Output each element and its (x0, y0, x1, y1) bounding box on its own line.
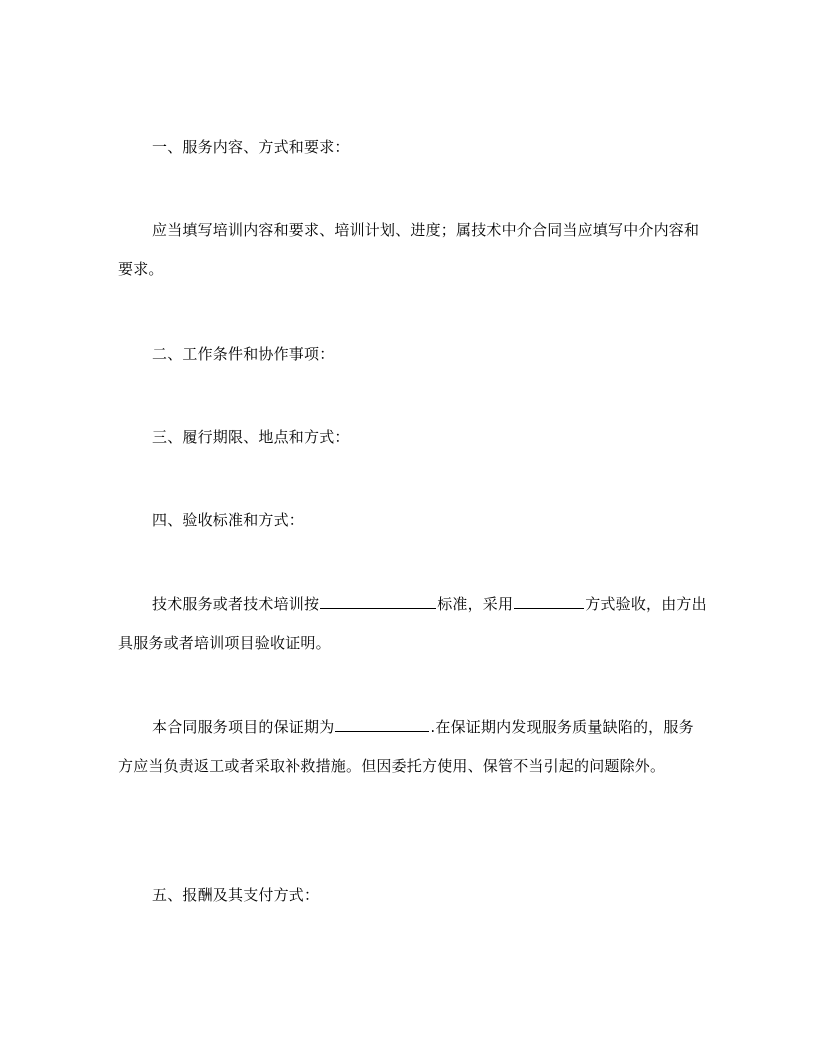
section-2-heading (118, 335, 708, 374)
acceptance-text-part3: 方式验收，由方出具服务或者培训项目验收证明。 (118, 595, 707, 652)
acceptance-text-part1: 技术服务或者技术培训按 (152, 595, 320, 613)
warranty-period-blank-field (335, 716, 429, 732)
section-2-heading-text: 二、工作条件和协作事项： (152, 345, 335, 363)
section-5-heading (118, 876, 708, 915)
section-1-heading (118, 128, 708, 167)
section-5-heading-text: 五、报酬及其支付方式： (152, 886, 320, 904)
section-1-heading-text: 一、服务内容、方式和要求： (152, 138, 350, 156)
warranty-text-part2: .在保证期内发现服务质量缺陷的，服务方应当负责返工或者采取补救措施。但因委托方使用、保管不当引起的问题除外。 (118, 718, 694, 775)
warranty-text-part1: 本合同服务项目的保证期为 (152, 718, 335, 736)
section-4-warranty-paragraph (118, 708, 708, 786)
section-3-heading (118, 418, 708, 457)
section-1-body (118, 211, 708, 289)
standard-blank-field (320, 593, 436, 609)
section-4-heading-text: 四、验收标准和方式： (152, 511, 305, 529)
section-3-heading-text: 三、履行期限、地点和方式： (152, 428, 350, 446)
section-4-acceptance-paragraph (118, 585, 708, 663)
section-1-body-text: 应当填写培训内容和要求、培训计划、进度；属技术中介合同当应填写中介内容和要求。 (118, 221, 700, 278)
section-4-heading (118, 501, 708, 540)
method-blank-field (514, 593, 584, 609)
acceptance-text-part2: 标准，采用 (437, 595, 514, 613)
